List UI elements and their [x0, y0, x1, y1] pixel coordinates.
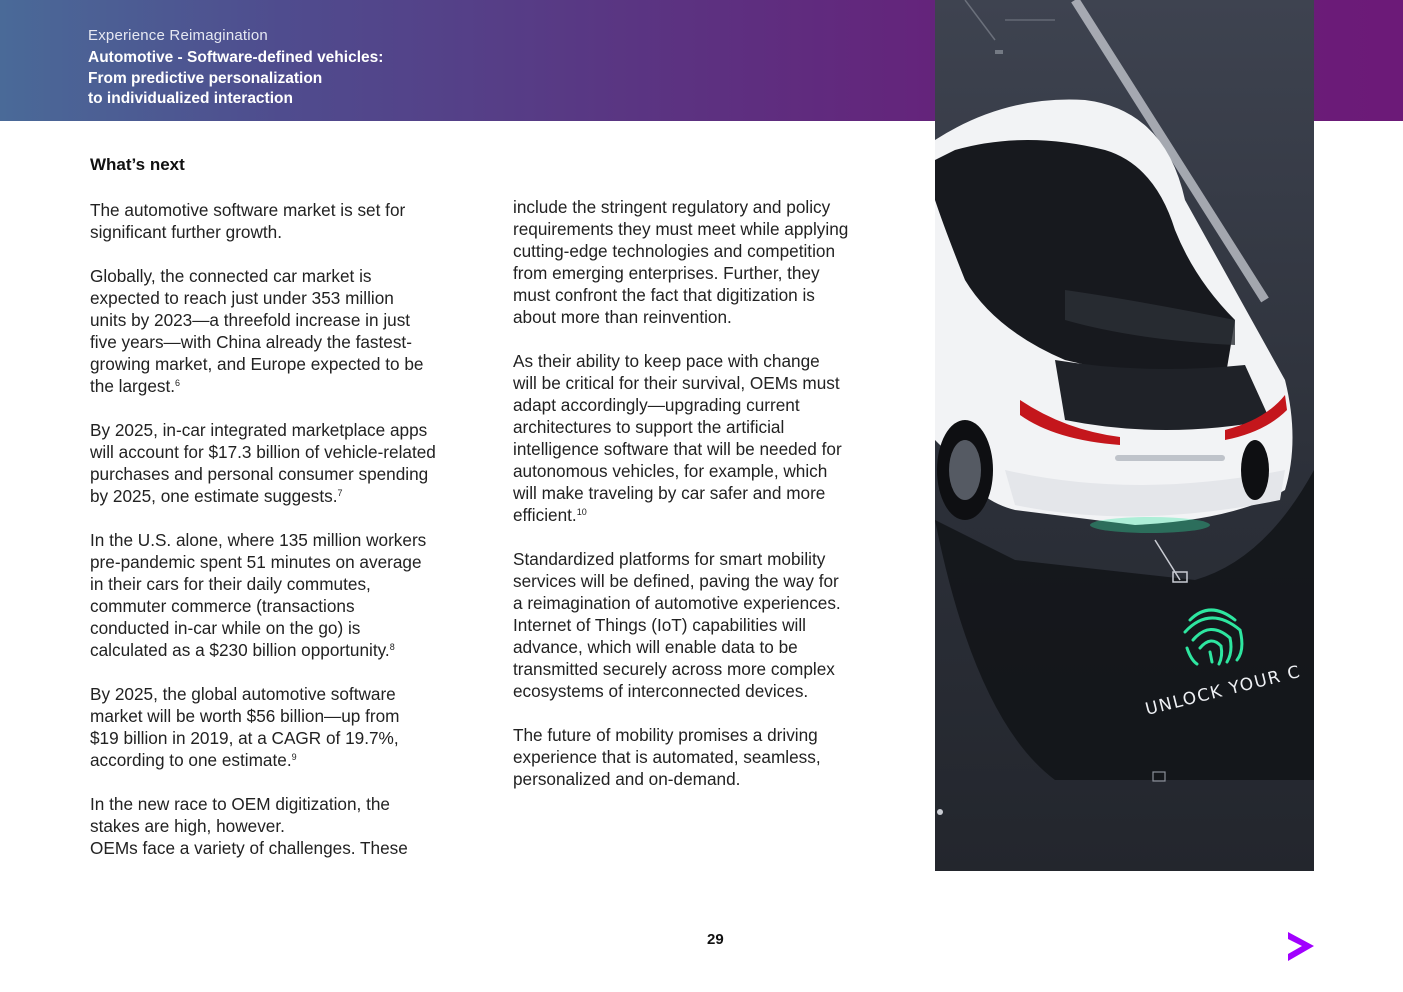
paragraph-line: calculated as a $230 billion opportunity.$^8$: [90, 640, 395, 660]
paragraph-line: will make traveling by car safer and more: [513, 483, 826, 503]
section-heading: What’s next: [90, 155, 185, 174]
paragraph-line: cutting-edge technologies and competition: [513, 241, 836, 261]
page-title: [88, 48, 383, 110]
paragraph-line: advance, which will enable data to be: [513, 637, 798, 657]
paragraph-line: market will be worth $56 billion—up from: [90, 706, 400, 726]
paragraph-line: The automotive software market is set for: [90, 200, 406, 220]
paragraph-line: architectures to support the artificial: [513, 417, 785, 437]
paragraph-line: about more than reinvention.: [513, 307, 732, 327]
paragraph: [513, 350, 903, 526]
paragraph-line: adapt accordingly—upgrading current: [513, 395, 800, 415]
paragraph-line: growing market, and Europe expected to be: [90, 354, 424, 374]
paragraph-line: from emerging enterprises. Further, they: [513, 263, 820, 283]
page-title-line: From predictive personalization: [88, 69, 323, 87]
paragraph-line: expected to reach just under 353 million: [90, 288, 394, 308]
paragraph: [513, 196, 903, 328]
page-number: 29: [707, 931, 724, 948]
paragraph-line: the largest.$^6$: [90, 376, 181, 396]
paragraph-line: By 2025, in-car integrated marketplace apps: [90, 420, 428, 440]
paragraph: [90, 529, 480, 661]
car-illustration: [935, 0, 1314, 871]
paragraph-line: By 2025, the global automotive software: [90, 684, 396, 704]
paragraph-line: In the new race to OEM digitization, the: [90, 794, 390, 814]
image-overlay-text: UNLOCK YOUR C: [1143, 661, 1304, 720]
text-column-right: [513, 196, 903, 812]
footnote-marker: 7: [337, 488, 343, 498]
paragraph: [513, 548, 903, 702]
footnote-marker: 9: [291, 752, 297, 762]
car-photo: [935, 0, 1314, 871]
paragraph-line: must confront the fact that digitization is: [513, 285, 815, 305]
paragraph-line: Standardized platforms for smart mobility: [513, 549, 826, 569]
page-title-line: Automotive - Software-defined vehicles:: [88, 49, 384, 66]
paragraph-line: by 2025, one estimate suggests.$^7$: [90, 486, 343, 506]
paragraph-line: requirements they must meet while applying: [513, 219, 849, 239]
paragraph-line: units by 2023—a threefold increase in just: [90, 310, 411, 330]
paragraph-line: a reimagination of automotive experiences.: [513, 593, 841, 613]
paragraph: [513, 724, 903, 790]
paragraph: [90, 793, 480, 859]
accenture-logo-icon: [1286, 930, 1316, 963]
paragraph-line: purchases and personal consumer spending: [90, 464, 429, 484]
paragraph-line: pre-pandemic spent 51 minutes on average: [90, 552, 422, 572]
paragraph: [90, 419, 480, 507]
footnote-marker: 10: [576, 507, 587, 517]
paragraph-line: include the stringent regulatory and policy: [513, 197, 831, 217]
paragraph-line: Globally, the connected car market is: [90, 266, 372, 286]
footnote-marker: 6: [175, 378, 181, 388]
paragraph-line: commuter commerce (transactions: [90, 596, 355, 616]
paragraph-line: significant further growth.: [90, 222, 283, 242]
section-label: Experience Reimagination: [88, 27, 268, 44]
paragraph-line: In the U.S. alone, where 135 million workers: [90, 530, 427, 550]
paragraph-line: $19 billion in 2019, at a CAGR of 19.7%,: [90, 728, 399, 748]
paragraph-line: transmitted securely across more complex: [513, 659, 835, 679]
paragraph: [90, 683, 480, 771]
paragraph-line: autonomous vehicles, for example, which: [513, 461, 828, 481]
paragraph-line: conducted in-car while on the go) is: [90, 618, 361, 638]
paragraph-line: in their cars for their daily commutes,: [90, 574, 371, 594]
footnote-marker: 8: [389, 642, 395, 652]
paragraph-line: As their ability to keep pace with change: [513, 351, 820, 371]
paragraph-line: stakes are high, however.: [90, 816, 285, 836]
paragraph-line: personalized and on-demand.: [513, 769, 741, 789]
paragraph-line: five years—with China already the fastest-: [90, 332, 412, 352]
paragraph-line: will account for $17.3 billion of vehicle-related: [90, 442, 436, 462]
page-title-line: to individualized interaction: [88, 90, 293, 107]
paragraph-line: according to one estimate.$^9$: [90, 750, 297, 770]
paragraph-line: The future of mobility promises a driving: [513, 725, 818, 745]
paragraph: [90, 265, 480, 397]
paragraph-line: efficient.$^{10}$: [513, 505, 587, 525]
paragraph-line: intelligence software that will be needed for: [513, 439, 842, 459]
paragraph-line: ecosystems of interconnected devices.: [513, 681, 809, 701]
text-column-left: [90, 199, 480, 881]
paragraph-line: experience that is automated, seamless,: [513, 747, 821, 767]
paragraph: [90, 199, 480, 243]
paragraph-line: will be critical for their survival, OEMs must: [513, 373, 840, 393]
paragraph-line: Internet of Things (IoT) capabilities will: [513, 615, 806, 635]
paragraph-line: OEMs face a variety of challenges. These: [90, 838, 408, 858]
paragraph-line: services will be defined, paving the way for: [513, 571, 839, 591]
